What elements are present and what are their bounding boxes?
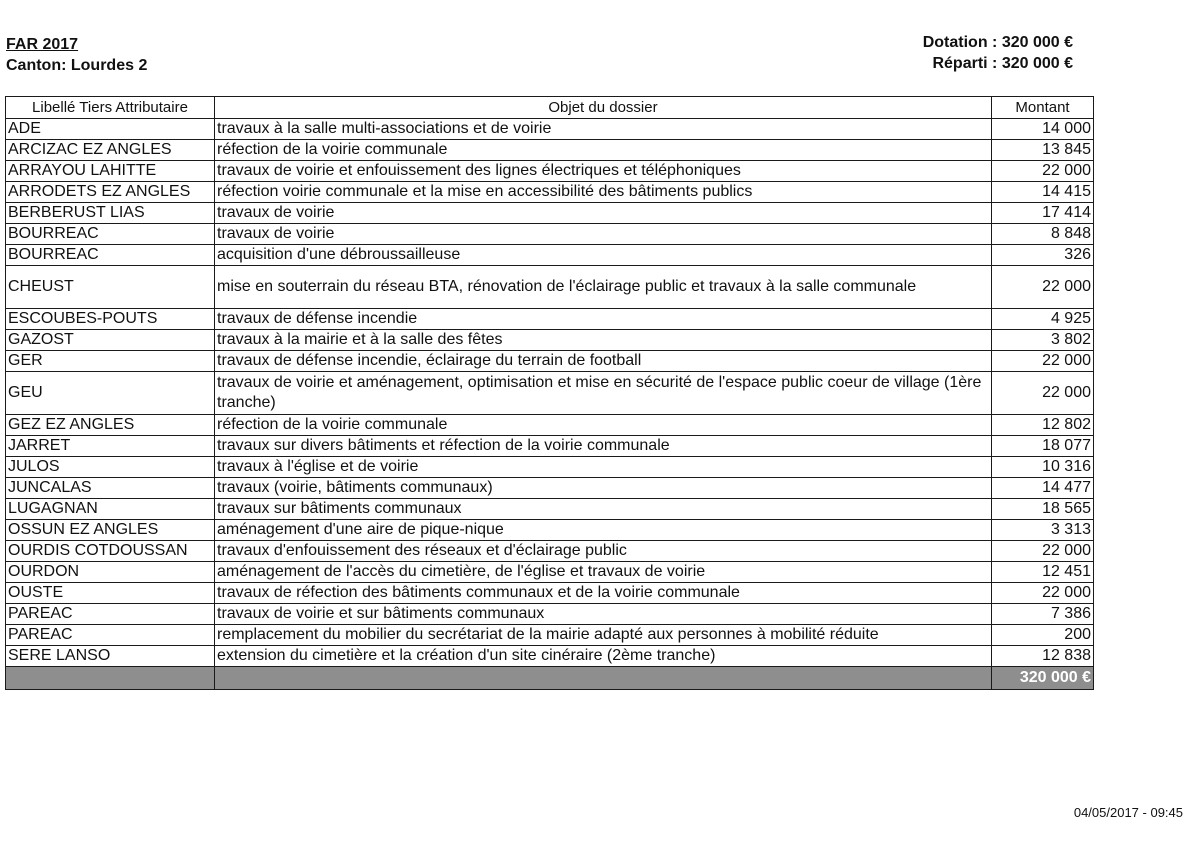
montant-cell: 12 802 — [992, 415, 1094, 436]
total-cell-empty-1 — [6, 667, 215, 690]
objet-cell: réfection de la voirie communale — [215, 140, 992, 161]
allocation-table — [5, 96, 1094, 690]
table-row — [6, 372, 1094, 415]
montant-cell: 326 — [992, 245, 1094, 266]
montant-cell: 13 845 — [992, 140, 1094, 161]
document-header-right — [923, 32, 1073, 74]
table-row — [6, 604, 1094, 625]
tiers-cell: LUGAGNAN — [6, 499, 215, 520]
table-row — [6, 140, 1094, 161]
montant-cell: 22 000 — [992, 372, 1094, 415]
montant-cell: 200 — [992, 625, 1094, 646]
montant-cell: 8 848 — [992, 224, 1094, 245]
montant-cell: 14 477 — [992, 478, 1094, 499]
objet-cell: extension du cimetière et la création d'un site cinéraire (2ème tranche) — [215, 646, 992, 667]
objet-cell: travaux de voirie — [215, 203, 992, 224]
table-row — [6, 182, 1094, 203]
dotation-label: Dotation : — [922, 34, 1002, 51]
tiers-cell: OURDON — [6, 562, 215, 583]
montant-cell: 17 414 — [992, 203, 1094, 224]
total-cell-empty-2 — [215, 667, 992, 690]
objet-cell: travaux de défense incendie, éclairage du terrain de football — [215, 351, 992, 372]
reparti-value: 320 000 € — [1001, 55, 1073, 72]
table-row — [6, 499, 1094, 520]
tiers-cell: OUSTE — [6, 583, 215, 604]
table-row — [6, 245, 1094, 266]
document-title: FAR 2017 — [6, 36, 79, 53]
document-header-left — [6, 34, 147, 76]
tiers-cell: OSSUN EZ ANGLES — [6, 520, 215, 541]
objet-cell: travaux de voirie et sur bâtiments communaux — [215, 604, 992, 625]
tiers-cell: BOURREAC — [6, 224, 215, 245]
footer-timestamp: 04/05/2017 - 09:45 — [1073, 805, 1183, 820]
objet-cell: acquisition d'une débroussailleuse — [215, 245, 992, 266]
table-row — [6, 266, 1094, 309]
montant-cell: 4 925 — [992, 309, 1094, 330]
total-row — [6, 667, 1094, 690]
total-amount: 320 000 € — [992, 667, 1094, 690]
objet-cell: travaux à la salle multi-associations et de voirie — [215, 119, 992, 140]
tiers-cell: BOURREAC — [6, 245, 215, 266]
montant-cell: 3 313 — [992, 520, 1094, 541]
montant-cell: 14 415 — [992, 182, 1094, 203]
objet-cell: travaux de défense incendie — [215, 309, 992, 330]
table-row — [6, 478, 1094, 499]
tiers-cell: GER — [6, 351, 215, 372]
montant-cell: 3 802 — [992, 330, 1094, 351]
column-header-tiers: Libellé Tiers Attributaire — [6, 97, 215, 119]
objet-cell: aménagement de l'accès du cimetière, de l'église et travaux de voirie — [215, 562, 992, 583]
tiers-cell: ADE — [6, 119, 215, 140]
table-row — [6, 119, 1094, 140]
objet-cell: travaux d'enfouissement des réseaux et d'éclairage public — [215, 541, 992, 562]
tiers-cell: GEZ EZ ANGLES — [6, 415, 215, 436]
table-row — [6, 351, 1094, 372]
montant-cell: 7 386 — [992, 604, 1094, 625]
objet-cell: remplacement du mobilier du secrétariat de la mairie adapté aux personnes à mobilité réduite — [215, 625, 992, 646]
montant-cell: 22 000 — [992, 541, 1094, 562]
tiers-cell: ARCIZAC EZ ANGLES — [6, 140, 215, 161]
table-row — [6, 562, 1094, 583]
montant-cell: 12 838 — [992, 646, 1094, 667]
table-row — [6, 457, 1094, 478]
objet-cell: mise en souterrain du réseau BTA, rénovation de l'éclairage public et travaux à la salle communale — [215, 266, 992, 309]
tiers-cell: ARRODETS EZ ANGLES — [6, 182, 215, 203]
table-row — [6, 330, 1094, 351]
tiers-cell: GEU — [6, 372, 215, 415]
tiers-cell: JARRET — [6, 436, 215, 457]
allocation-table-wrapper — [5, 96, 1093, 690]
objet-cell: travaux de voirie et aménagement, optimisation et mise en sécurité de l'espace public coeur de village (1ère tranche) — [215, 372, 992, 415]
column-header-objet: Objet du dossier — [215, 97, 992, 119]
tiers-cell: BERBERUST LIAS — [6, 203, 215, 224]
table-row — [6, 309, 1094, 330]
table-row — [6, 583, 1094, 604]
montant-cell: 10 316 — [992, 457, 1094, 478]
objet-cell: travaux de voirie — [215, 224, 992, 245]
objet-cell: travaux à l'église et de voirie — [215, 457, 992, 478]
tiers-cell: JULOS — [6, 457, 215, 478]
tiers-cell: GAZOST — [6, 330, 215, 351]
montant-cell: 22 000 — [992, 161, 1094, 182]
objet-cell: travaux sur bâtiments communaux — [215, 499, 992, 520]
dotation-line — [923, 32, 1073, 53]
tiers-cell: CHEUST — [6, 266, 215, 309]
tiers-cell: JUNCALAS — [6, 478, 215, 499]
tiers-cell: SERE LANSO — [6, 646, 215, 667]
table-row — [6, 541, 1094, 562]
reparti-label: Réparti : — [932, 55, 1002, 72]
dotation-value: 320 000 € — [1001, 34, 1073, 51]
tiers-cell: PAREAC — [6, 625, 215, 646]
reparti-line — [923, 53, 1073, 74]
tiers-cell: ESCOUBES-POUTS — [6, 309, 215, 330]
objet-cell: réfection de la voirie communale — [215, 415, 992, 436]
montant-cell: 22 000 — [992, 266, 1094, 309]
tiers-cell: PAREAC — [6, 604, 215, 625]
montant-cell: 18 077 — [992, 436, 1094, 457]
objet-cell: réfection voirie communale et la mise en accessibilité des bâtiments publics — [215, 182, 992, 203]
tiers-cell: OURDIS COTDOUSSAN — [6, 541, 215, 562]
objet-cell: travaux de voirie et enfouissement des lignes électriques et téléphoniques — [215, 161, 992, 182]
table-body — [6, 119, 1094, 667]
objet-cell: travaux de réfection des bâtiments communaux et de la voirie communale — [215, 583, 992, 604]
montant-cell: 12 451 — [992, 562, 1094, 583]
montant-cell: 22 000 — [992, 583, 1094, 604]
objet-cell: travaux sur divers bâtiments et réfection de la voirie communale — [215, 436, 992, 457]
table-row — [6, 203, 1094, 224]
canton-label: Canton: Lourdes 2 — [6, 57, 148, 74]
table-row — [6, 625, 1094, 646]
objet-cell: travaux (voirie, bâtiments communaux) — [215, 478, 992, 499]
column-header-montant: Montant — [992, 97, 1094, 119]
tiers-cell: ARRAYOU LAHITTE — [6, 161, 215, 182]
objet-cell: travaux à la mairie et à la salle des fêtes — [215, 330, 992, 351]
montant-cell: 14 000 — [992, 119, 1094, 140]
objet-cell: aménagement d'une aire de pique-nique — [215, 520, 992, 541]
table-row — [6, 224, 1094, 245]
table-row — [6, 436, 1094, 457]
montant-cell: 22 000 — [992, 351, 1094, 372]
table-row — [6, 520, 1094, 541]
table-row — [6, 415, 1094, 436]
montant-cell: 18 565 — [992, 499, 1094, 520]
table-row — [6, 161, 1094, 182]
table-row — [6, 646, 1094, 667]
table-header-row — [6, 97, 1094, 119]
